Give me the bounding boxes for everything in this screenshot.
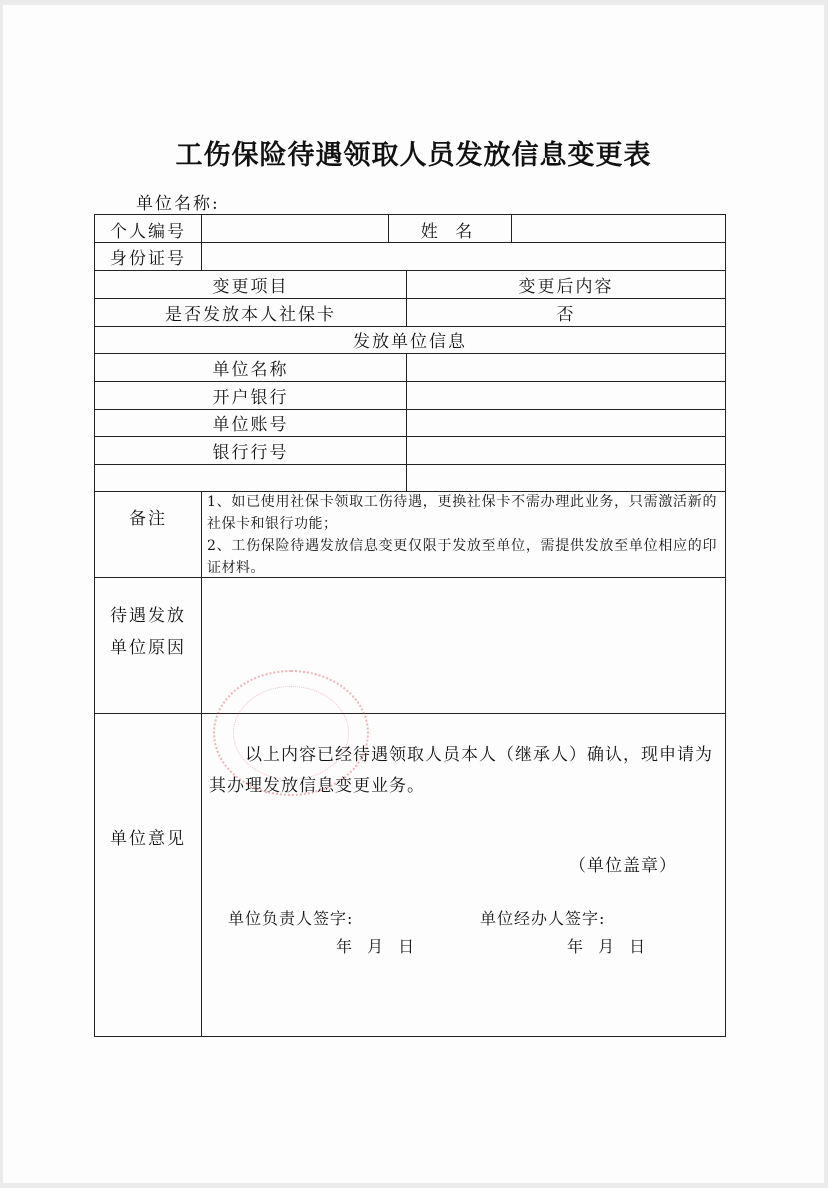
opinion-label: 单位意见 bbox=[110, 829, 186, 849]
confirmation-text: 以上内容已经待遇领取人员本人（继承人）确认，现申请为其办理发放信息变更业务。 bbox=[209, 745, 713, 796]
remarks-item-1: 1、如已使用社保卡领取工伤待遇，更换社保卡不需办理此业务，只需激活新的社保卡和银行功能； bbox=[207, 494, 717, 532]
payout-unit-name-label: 单位名称 bbox=[212, 359, 289, 380]
payout-account-label: 单位账号 bbox=[212, 415, 289, 435]
remarks-item-2: 2、工伤保险待遇发放信息变更仅限于发放至单位，需提供发放至单位相应的印证材料。 bbox=[207, 538, 717, 576]
principal-date-text: 年 月 日 bbox=[336, 937, 416, 956]
remarks-label: 备注 bbox=[129, 508, 167, 529]
unit-name-label: 单位名称: bbox=[136, 194, 220, 214]
change-form-table bbox=[94, 214, 726, 1037]
payout-unit-name-field[interactable] bbox=[407, 353, 725, 381]
reason-label-line2: 单位原因 bbox=[110, 637, 186, 658]
payout-bank-code-label: 银行行号 bbox=[212, 442, 289, 463]
payout-bank-field[interactable] bbox=[407, 381, 725, 409]
document-page bbox=[3, 5, 824, 1183]
social-card-question: 是否发放本人社保卡 bbox=[165, 304, 336, 325]
reason-label-line1: 待遇发放 bbox=[110, 605, 186, 626]
payout-unit-section-title: 发放单位信息 bbox=[353, 332, 467, 352]
blank-value-cell[interactable] bbox=[407, 464, 725, 491]
payout-account-field[interactable] bbox=[407, 409, 725, 436]
change-item-header: 变更项目 bbox=[212, 276, 289, 297]
personal-id-field[interactable] bbox=[202, 215, 388, 243]
social-card-answer[interactable]: 否 bbox=[556, 304, 576, 325]
name-field[interactable] bbox=[512, 215, 725, 243]
form-title: 工伤保险待遇领取人员发放信息变更表 bbox=[175, 140, 652, 171]
payout-bank-label: 开户银行 bbox=[212, 387, 289, 408]
payout-bank-code-field[interactable] bbox=[407, 436, 725, 464]
unit-seal-text: （单位盖章） bbox=[569, 856, 677, 876]
id-card-label: 身份证号 bbox=[110, 249, 186, 269]
changed-content-header: 变更后内容 bbox=[518, 276, 614, 297]
personal-id-label: 个人编号 bbox=[110, 221, 186, 242]
handler-date-text: 年 月 日 bbox=[567, 937, 647, 956]
blank-label-cell bbox=[95, 464, 406, 491]
name-label: 姓 名 bbox=[420, 221, 479, 242]
principal-signature-label[interactable]: 单位负责人签字: bbox=[228, 909, 354, 928]
id-card-field[interactable] bbox=[202, 243, 725, 270]
handler-signature-label[interactable]: 单位经办人签字: bbox=[480, 909, 606, 928]
